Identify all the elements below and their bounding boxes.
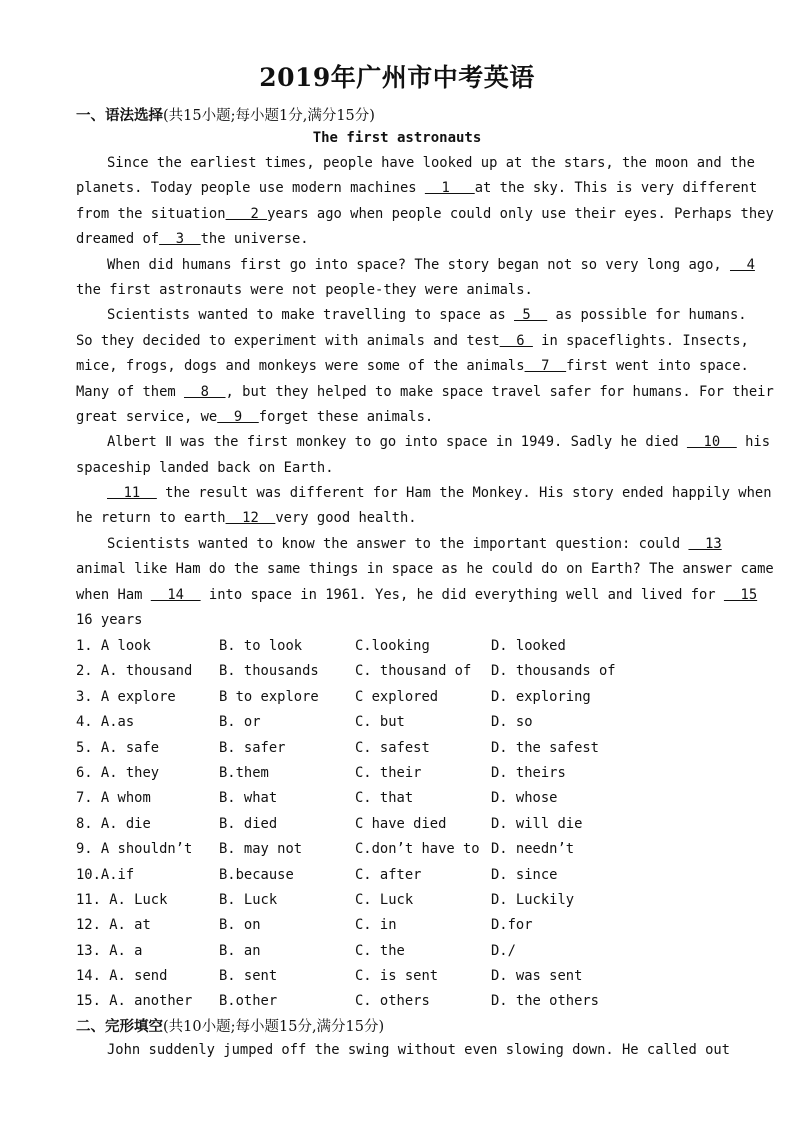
- blank-14: 14: [150, 586, 201, 603]
- blank-7: 7: [524, 358, 567, 375]
- passage-line: When did humans first go into space? The story began not so very long ago, 4: [107, 256, 755, 273]
- passage-line: great service, we 9 forget these animals.: [76, 408, 434, 425]
- section-2-title: 二、完形填空: [76, 1019, 163, 1035]
- passage-line: when Ham 14 into space in 1961. Yes, he did everything well and lived for 15: [76, 586, 758, 603]
- blank-15: 15: [723, 586, 758, 603]
- passage-line: the first astronauts were not people-they were animals.: [76, 281, 533, 298]
- option-row: 6. A. they B.them C. their D. theirs: [76, 764, 566, 781]
- passage-line: 16 years: [76, 612, 143, 629]
- passage-line: dreamed of 3 the universe.: [76, 231, 309, 248]
- blank-11: 11: [107, 485, 157, 502]
- passage-line: So they decided to experiment with animals and test 6 in spaceflights. Insects,: [76, 332, 749, 349]
- section-1-title: 一、语法选择: [76, 108, 163, 124]
- blank-5: 5: [514, 307, 548, 324]
- option-row: 2. A. thousand B. thousands C. thousand of D. thousands of: [76, 663, 616, 680]
- passage-line: he return to earth 12 very good health.: [76, 510, 417, 527]
- option-row: 8. A. die B. died C have died D. will die: [76, 815, 583, 832]
- blank-9: 9: [217, 408, 259, 425]
- passage-line: Many of them 8 , but they helped to make space travel safer for humans. For their: [76, 383, 774, 400]
- section-2-heading: [76, 1015, 384, 1036]
- passage-line: spaceship landed back on Earth.: [76, 459, 334, 476]
- passage-line: 11 the result was different for Ham the Monkey. His story ended happily when: [107, 485, 772, 502]
- passage-line: John suddenly jumped off the swing without even slowing down. He called out: [107, 1042, 730, 1058]
- passage-2: [76, 1038, 730, 1063]
- passage-title: The first astronauts: [312, 130, 482, 146]
- passage-line: from the situation 2 years ago when people could only use their eyes. Perhaps they: [76, 205, 774, 222]
- blank-12: 12: [225, 510, 276, 527]
- option-row: 10.A.if B.because C. after D. since: [76, 866, 558, 883]
- blank-3: 3: [159, 231, 201, 248]
- option-row: 15. A. another B.other C. others D. the others: [76, 993, 599, 1010]
- passage-line: Scientists wanted to make travelling to space as 5 as possible for humans.: [107, 307, 747, 324]
- passage-line: Since the earliest times, people have looked up at the stars, the moon and the: [107, 155, 755, 171]
- blank-10: 10: [686, 434, 737, 451]
- passage-1: [76, 151, 774, 633]
- section-2-note: (共10小题;每小题15分,满分15分): [163, 1019, 385, 1035]
- blank-13: 13: [688, 535, 722, 552]
- blank-4: 4: [729, 256, 755, 273]
- section-1-heading: [76, 104, 375, 125]
- passage-line: Albert Ⅱ was the first monkey to go into space in 1949. Sadly he died 10 his: [107, 434, 771, 451]
- option-row: 3. A explore B to explore C explored D. exploring: [76, 688, 591, 705]
- option-row: 4. A.as B. or C. but D. so: [76, 714, 533, 731]
- option-row: 5. A. safe B. safer C. safest D. the safest: [76, 739, 599, 756]
- passage-line: animal like Ham do the same things in space as he could do on Earth? The answer came: [76, 561, 774, 578]
- option-row: 13. A. a B. an C. the D./: [76, 942, 516, 959]
- option-row: 9. A shouldn’t B. may not C.don’t have to D. needn’t: [76, 841, 575, 858]
- blank-6: 6: [499, 332, 533, 349]
- passage-line: mice, frogs, dogs and monkeys were some of the animals 7 first went into space.: [76, 358, 749, 375]
- passage-line: planets. Today people use modern machines 1 at the sky. This is very different: [76, 180, 758, 197]
- options-list: [76, 634, 718, 1015]
- option-row: 11. A. Luck B. Luck C. Luck D. Luckily: [76, 891, 575, 908]
- blank-8: 8: [183, 383, 226, 400]
- passage-line: Scientists wanted to know the answer to the important question: could 13: [107, 535, 722, 552]
- option-row: 14. A. send B. sent C. is sent D. was sent: [76, 968, 583, 985]
- option-row: 1. A look B. to look C.looking D. looked: [76, 638, 566, 654]
- blank-1: 1: [424, 180, 475, 197]
- option-row: 12. A. at B. on C. in D.for: [76, 917, 533, 934]
- option-row: 7. A whom B. what C. that D. whose: [76, 790, 558, 807]
- section-1-note: (共15小题;每小题1分,满分15分): [163, 108, 375, 124]
- page-title: 2019年广州市中考英语: [259, 63, 535, 92]
- blank-2: 2: [225, 205, 268, 222]
